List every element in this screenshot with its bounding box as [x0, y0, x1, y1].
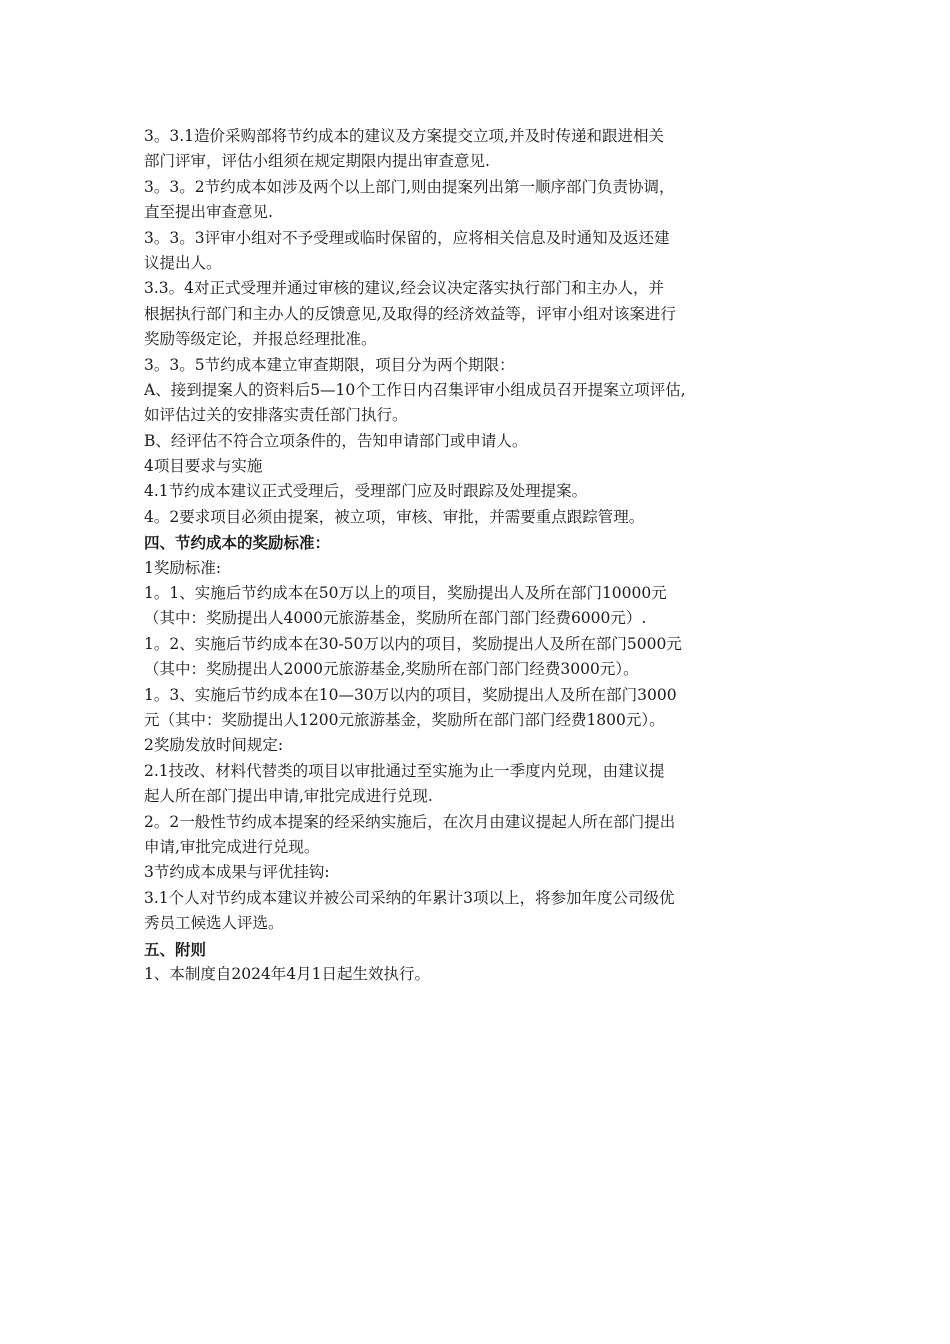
text-line: 1。3、实施后节约成本在10—30万以内的项目，奖励提出人及所在部门3000: [144, 685, 677, 704]
text-line: 3。3。5节约成本建立审查期限，项目分为两个期限：: [144, 355, 515, 374]
text-line: 1、本制度自2024年4月1日起生效执行。: [144, 964, 431, 983]
text-line: （其中：奖励提出人4000元旅游基金，奖励所在部门部门经费6000元）.: [144, 609, 647, 628]
text-line: 4.1节约成本建议正式受理后，受理部门应及时跟踪及处理提案。: [144, 482, 588, 501]
text-line: 奖励等级定论，并报总经理批准。: [144, 330, 377, 349]
text-line: 2奖励发放时间规定:: [144, 736, 284, 755]
text-line: 3.1个人对节约成本建议并被公司采纳的年累计3项以上，将参加年度公司级优: [144, 888, 675, 907]
text-line: 申请,审批完成进行兑现。: [144, 837, 320, 856]
text-line: 2。2一般性节约成本提案的经采纳实施后，在次月由建议提起人所在部门提出: [144, 812, 676, 831]
text-line: 议提出人。: [144, 253, 222, 272]
text-line: 秀员工候选人评选。: [144, 914, 284, 933]
text-line: 1奖励标准:: [144, 558, 222, 577]
section-heading: 五、附则: [144, 939, 207, 959]
text-line: 3节约成本成果与评优挂钩:: [144, 863, 330, 882]
text-line: 2.1技改、材料代替类的项目以审批通过至实施为止一季度内兑现，由建议提: [144, 761, 665, 780]
text-line: 直至提出审查意见.: [144, 203, 273, 222]
text-line: A、接到提案人的资料后5—10个工作日内召集评审小组成员召开提案立项评估,: [144, 380, 686, 399]
text-line: 1。2、实施后节约成本在30-50万以内的项目，奖励提出人及所在部门5000元: [144, 634, 682, 653]
text-line: 3。3。3评审小组对不予受理或临时保留的，应将相关信息及时通知及返还建: [144, 228, 670, 247]
section-heading: 四、节约成本的奖励标准：: [144, 533, 331, 553]
text-line: 3。3。2节约成本如涉及两个以上部门,则由提案列出第一顺序部门负责协调，: [144, 177, 675, 196]
text-line: B、经评估不符合立项条件的，告知申请部门或申请人。: [144, 431, 528, 450]
document-body: [144, 124, 824, 987]
text-line: （其中：奖励提出人2000元旅游基金,奖励所在部门部门经费3000元）。: [144, 660, 639, 679]
text-line: 部门评审，评估小组须在规定期限内提出审查意见.: [144, 152, 490, 171]
text-line: 如评估过关的安排落实责任部门执行。: [144, 406, 408, 425]
text-line: 元（其中：奖励提出人1200元旅游基金，奖励所在部门部门经费1800元）。: [144, 710, 665, 729]
text-line: 根据执行部门和主办人的反馈意见,及取得的经济效益等，评审小组对该案进行: [144, 304, 676, 323]
text-line: 4项目要求与实施: [144, 457, 263, 476]
text-line: 4。2要求项目必须由提案，被立项，审核、审批，并需要重点跟踪管理。: [144, 507, 645, 526]
text-line: 3。3.1造价采购部将节约成本的建议及方案提交立项,并及时传递和跟进相关: [144, 127, 664, 145]
text-line: 3.3。4对正式受理并通过审核的建议,经会议决定落实执行部门和主办人，并: [144, 279, 664, 298]
text-line: 起人所在部门提出申请,审批完成进行兑现.: [144, 787, 433, 806]
text-line: 1。1、实施后节约成本在50万以上的项目，奖励提出人及所在部门10000元: [144, 584, 667, 603]
